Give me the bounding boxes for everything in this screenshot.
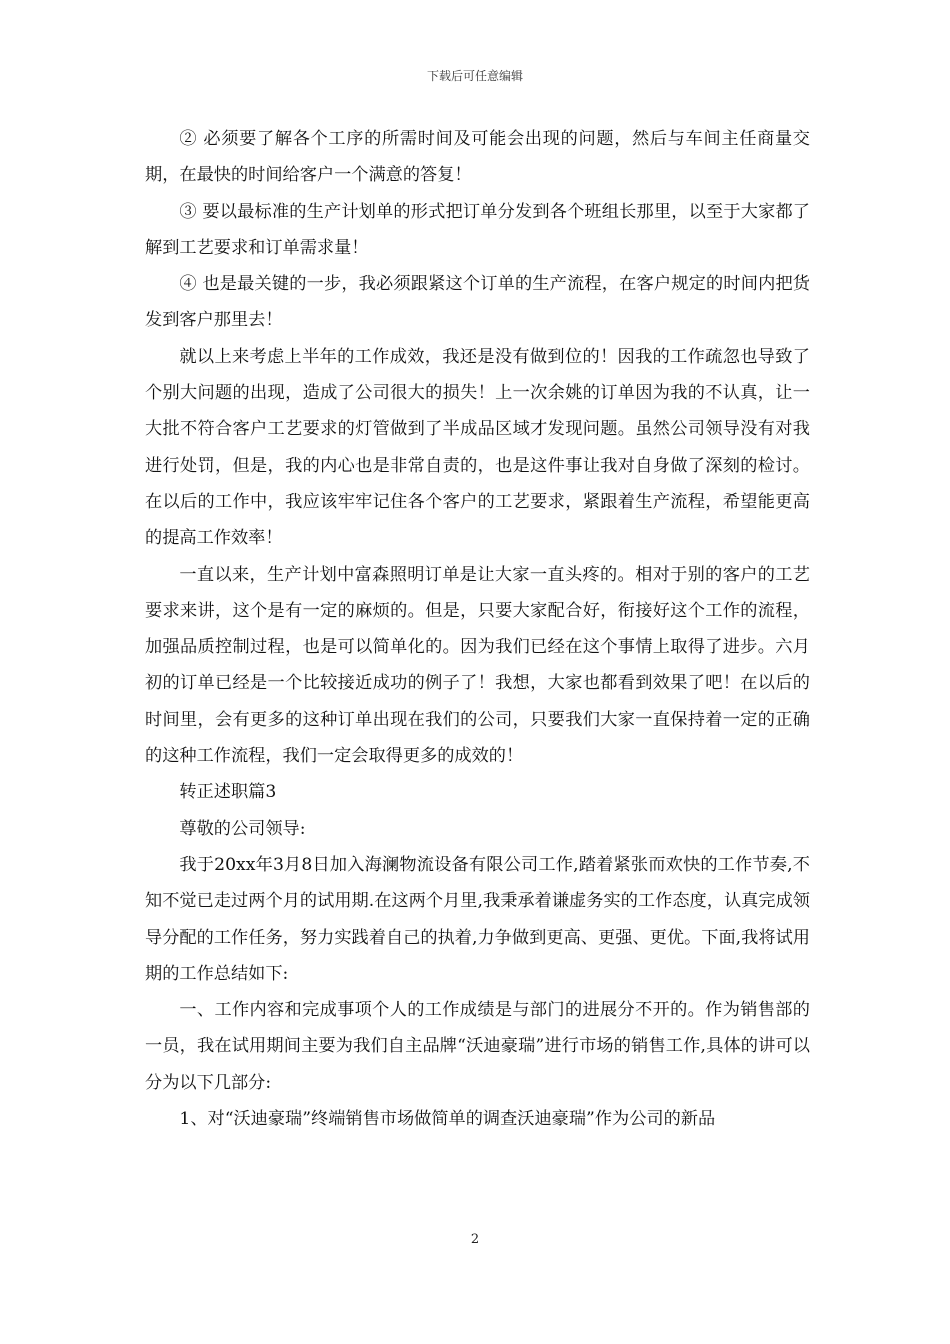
paragraph-step-3: ③ 要以最标准的生产计划单的形式把订单分发到各个班组长那里，以至于大家都了解到工艺要求和订单需求量！ (145, 201, 810, 258)
paragraph-work-content: 一、工作内容和完成事项个人的工作成绩是与部门的进展分不开的。作为销售部的一员，我在试用期间主要为我们自主品牌“沃迪豪瑞”进行市场的销售工作,具体的讲可以分为以下几部分: (145, 1000, 810, 1093)
page-header: 下载后可任意编辑 (426, 69, 523, 83)
page-number: 2 (470, 1232, 480, 1247)
paragraph-item-1: 1、对“沃迪豪瑞”终端销售市场做简单的调查沃迪豪瑞”作为公司的新品 (179, 1109, 716, 1130)
section-heading: 转正述职篇3 (179, 782, 277, 803)
paragraph-introduction: 我于20xx年3月8日加入海澜物流设备有限公司工作,踏着紧张而欢快的工作节奏,不知不觉已走过两个月的试用期.在这两个月里,我秉承着谦虚务实的工作态度，认真完成领导分配的工作任务，努力实践着自己的执着,力争做到更高、更强、更优。下面,我将试用期的工作总结如下: (145, 854, 810, 984)
paragraph-step-2: ② 必须要了解各个工序的所需时间及可能会出现的问题，然后与车间主任商量交期，在最快的时间给客户一个满意的答复！ (145, 129, 810, 186)
document-body (145, 121, 810, 1137)
paragraph-step-4: ④ 也是最关键的一步，我必须跟紧这个订单的生产流程，在客户规定的时间内把货发到客户那里去！ (145, 274, 810, 331)
paragraph-fusen-orders: 一直以来，生产计划中富森照明订单是让大家一直头疼的。相对于别的客户的工艺要求来讲，这个是有一定的麻烦的。但是，只要大家配合好，衔接好这个工作的流程，加强品质控制过程，也是可以简单化的。因为我们已经在这个事情上取得了进步。六月初的订单已经是一个比较接近成功的例子了！我想，大家也都看到效果了吧！在以后的时间里，会有更多的这种订单出现在我们的公司，只要我们大家一直保持着一定的正确的这种工作流程，我们一定会取得更多的成效的！ (145, 564, 810, 767)
paragraph-half-year-review: 就以上来考虑上半年的工作成效，我还是没有做到位的！因我的工作疏忽也导致了个别大问题的出现，造成了公司很大的损失！上一次余姚的订单因为我的不认真，让一大批不符合客户工艺要求的灯管做到了半成品区域才发现问题。虽然公司领导没有对我进行处罚，但是，我的内心也是非常自责的，也是这件事让我对自身做了深刻的检讨。在以后的工作中，我应该牢牢记住各个客户的工艺要求，紧跟着生产流程，希望能更高的提高工作效率！ (145, 346, 810, 549)
salutation: 尊敬的公司领导: (179, 818, 306, 839)
